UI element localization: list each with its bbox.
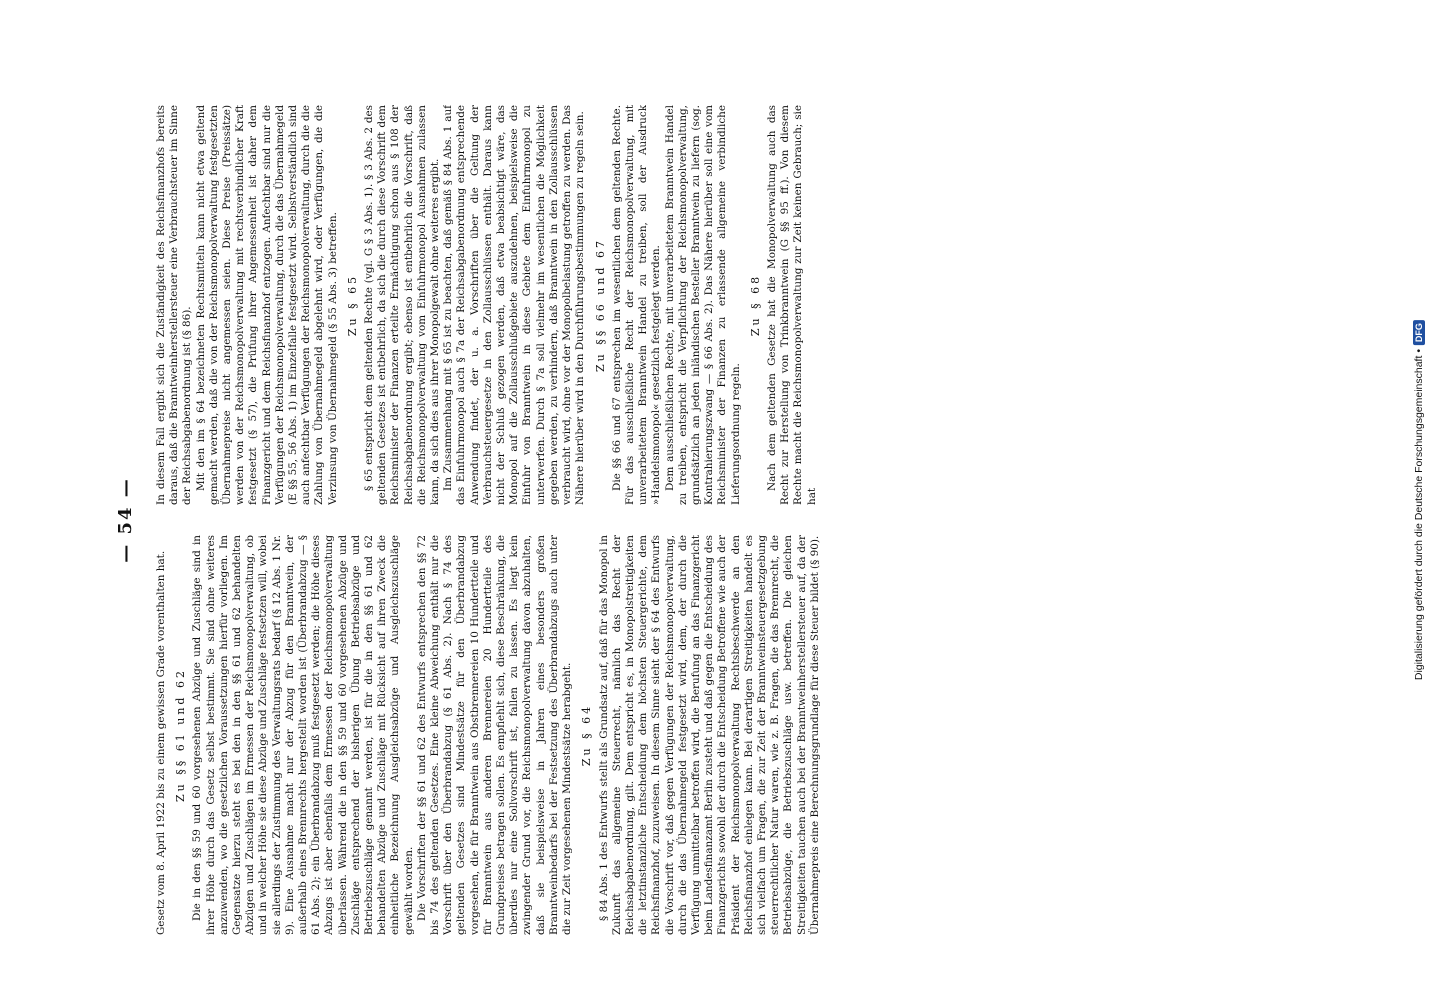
- section-heading: Zu § 65: [345, 273, 359, 337]
- section-heading: Zu § 68: [748, 273, 762, 337]
- paragraph: Die Vorschriften der §§ 61 und 62 des Entwurfs entsprechen den §§ 72 bis 74 des geltenden Gesetzes. Eine kleine Abweichung enthält nur die Vorschrift über den Überbrandabzug (§ 61 Abs. 2). Nach § 74 des geltenden Gesetzes sind Mindestsätze für den Überbrandabzug vorgesehen, die für Branntwein aus Obstbrennereien 10 Hundertteile und für Branntwein aus anderen Brennereien 20 Hundertteile des Grundpreises betragen sollen. Es empfiehlt sich, diese Beschränkung, die überdies nur eine Sollvorschrift ist, fallen zu lassen. Es liegt kein zwingender Grund vor, die Reichsmonopolverwaltung davon abzuhalten, daß sie beispielsweise in Jahren eines besonders großen Branntweinbedarfs bei der Festsetzung des Überbrandabzugs auch unter die zur Zeit vorgesehenen Mindestsätze herabgeht.: [415, 535, 574, 935]
- left-column: [155, 535, 1295, 935]
- paragraph: Im Zusammenhang mit § 65 ist zu beachten, daß gemäß § 84 Abs. 1 auf das Einfuhrmonopol auch § 7a der Reichsabgabenordnung entsprechende Anwendung findet, der u. a. Vorschriften über die Geltung der Verbrauchsteuergesetze in den Zollausschlüssen enthält. Daraus kann nicht der Schluß gezogen werden, daß etwa beabsichtigt wäre, das Monopol auf die Zollausschlußgebiete auszudehnen, beispielsweise die Einfuhr von Branntwein in diese Gebiete dem Einfuhrmonopol zu unterwerfen. Durch § 7a soll vielmehr im wesentlichen die Möglichkeit gegeben werden, zu verhindern, daß Branntwein in den Zollausschlüssen verbraucht wird, ohne vor der Monopolbelastung getroffen zu werden. Das Nähere hierüber wird in den Durchführungsbestimmungen zu regeln sein.: [442, 105, 587, 505]
- paragraph: Die §§ 66 und 67 entsprechen im wesentlichen dem geltenden Rechte. Für das ausschließliche Recht der Reichsmonopolverwaltung, mit unverarbeitetem Branntwein Handel zu treiben, soll der Ausdruck »Handelsmonopol« gesetzlich festgelegt werden.: [610, 105, 663, 505]
- paragraph: In diesem Fall ergibt sich die Zuständigkeit des Reichsfinanzhofs bereits daraus, daß die Branntweinherstellersteuer eine Verbrauchsteuer im Sinne der Reichsabgabenordnung ist (§ 86).: [155, 105, 194, 505]
- text-columns: [155, 105, 1295, 935]
- paragraph: Nach dem geltenden Gesetze hat die Monopolverwaltung auch das Recht zur Herstellung von Trinkbranntwein (G §§ 95 ff.). Von diesem Rechte macht die Reichsmonopolverwaltung zur Zeit keinen Gebrauch; sie hat: [765, 105, 818, 505]
- rotated-page: [115, 105, 1305, 935]
- page-number: — 54 —: [115, 477, 136, 563]
- section-heading: Zu §§ 66 und 67: [593, 238, 607, 372]
- paragraph: Mit den im § 64 bezeichneten Rechtsmitteln kann nicht etwa geltend gemacht werden, daß die von der Reichsmonopolverwaltung festgesetzten Übernahmepreise nicht angemessen seien. Diese Preise (Preissätze) werden von der Reichsmonopolverwaltung mit rechtsverbindlicher Kraft festgesetzt (§ 57), die Prüfung ihrer Angemessenheit ist daher dem Finanzgericht und dem Reichsfinanzhof entzogen. Anfechtbar sind nur die Verfügungen der Reichsmonopolverwaltung, durch die das Übernahmegeld (E §§ 55, 56 Abs. 1) im Einzelfalle festgesetzt wird. Selbstverständlich sind auch anfechtbar Verfügungen der Reichsmonopolverwaltung, durch die die Zahlung von Übernahmegeld abgelehnt wird, oder Verfügungen, die die Verzinsung von Übernahmegeld (§ 55 Abs. 3) betreffen.: [194, 105, 339, 505]
- credit-text: Digitalisierung gefördert durch die Deutsche Forschungsgemeinschaft •: [1413, 348, 1425, 681]
- paragraph: § 84 Abs. 1 des Entwurfs stellt als Grundsatz auf, daß für das Monopol in Zukunft das allgemeine Steuerrecht, nämlich das Recht der Reichsabgabenordnung, gilt. Dem entspricht es, in Monopolstreitigkeiten die letztinstanzliche Entscheidung dem höchsten Steuergerichte, dem Reichsfinanzhof, zuzuweisen. In diesem Sinne sieht der § 64 des Entwurfs die Vorschrift vor, daß gegen Verfügungen der Reichsmonopolverwaltung, durch die das Übernahmegeld festgesetzt wird, dem, der durch die Verfügung unmittelbar betroffen wird, die Berufung an das Finanzgericht beim Landesfinanzamt Berlin zusteht und daß gegen die Entscheidung des Finanzgerichts sowohl der durch die Entscheidung Betroffene wie auch der Präsident der Reichsmonopolverwaltung Rechtsbeschwerde an den Reichsfinanzhof einlegen kann. Bei derartigen Streitigkeiten handelt es sich vielfach um Fragen, die zur Zeit der Branntweinsteuergesetzgebung steuerrechtlicher Natur waren, wie z. B. Fragen, die das Brennrecht, die Betriebsabzüge, die Betriebszuschläge usw. betreffen. Die gleichen Streitigkeiten tauchen auch bei der Branntweinherstellersteuer auf, da der Übernahmepreis eine Berechnungsgrundlage für diese Steuer bildet (§ 90).: [597, 535, 821, 935]
- right-column: [155, 105, 1295, 505]
- digitization-credit: [1404, 0, 1434, 1000]
- section-heading: Zu §§ 61 und 62: [174, 668, 188, 802]
- dfg-logo: DFG: [1413, 320, 1425, 345]
- paragraph: Die in den §§ 59 und 60 vorgesehenen Abzüge und Zuschläge sind in ihrer Höhe durch das Gesetz selbst bestimmt. Sie sind ohne weiteres anzuwenden, wo die gesetzlichen Voraussetzungen hierfür vorliegen. Im Gegensatze hierzu steht es bei den in den §§ 61 und 62 behandelten Abzügen und Zuschlägen im Ermessen der Reichsmonopolverwaltung, ob und in welcher Höhe sie diese Abzüge und Zuschläge festsetzen will, wobei sie allerdings der Zustimmung des Verwaltungsrats bedarf (§ 12 Abs. 1 Nr. 9). Eine Ausnahme macht nur der Abzug für den Branntwein, der außerhalb eines Brennrechts hergestellt worden ist (Überbrandabzug — § 61 Abs. 2); ein Überbrandabzug muß festgesetzt werden; die Höhe dieses Abzugs ist aber ebenfalls dem Ermessen der Reichsmonopolverwaltung überlassen. Während die in den §§ 59 und 60 vorgesehenen Abzüge und Zuschläge entsprechend der bisherigen Übung Betriebsabzüge und Betriebszuschläge genannt werden, ist für die in den §§ 61 und 62 behandelten Abzüge und Zuschläge mit Rücksicht auf ihren Zweck die einheitliche Bezeichnung Ausgleichsabzüge und Ausgleichszuschläge gewählt worden.: [191, 535, 415, 935]
- paragraph: § 65 entspricht dem geltenden Rechte (vgl. G § 3 Abs. 1). § 3 Abs. 2 des geltenden Gesetzes ist entbehrlich, da sich die durch diese Vorschrift dem Reichsminister der Finanzen erteilte Ermächtigung schon aus § 108 der Reichsabgabenordnung ergibt; ebenso ist entbehrlich die Vorschrift, daß die Reichsmonopolverwaltung vom Einfuhrmonopol Ausnahmen zulassen kann, da sich dies aus ihrer Monopolgewalt ohne weiteres ergibt.: [363, 105, 442, 505]
- paragraph: Gesetz vom 8. April 1922 bis zu einem gewissen Grade vorenthalten hat.: [155, 550, 167, 935]
- paragraph: Dem ausschließlichen Rechte, mit unverarbeitetem Branntwein Handel zu treiben, entspricht die Verpflichtung der Reichsmonopolverwaltung, grundsätzlich an jeden inländischen Besteller Branntwein zu liefern (sog. Kontrahierungszwang — § 66 Abs. 2). Das Nähere hierüber soll eine vom Reichsminister der Finanzen zu erlassende allgemeine verbindliche Lieferungsordnung regeln.: [663, 105, 742, 505]
- section-heading: Zu § 64: [580, 703, 594, 767]
